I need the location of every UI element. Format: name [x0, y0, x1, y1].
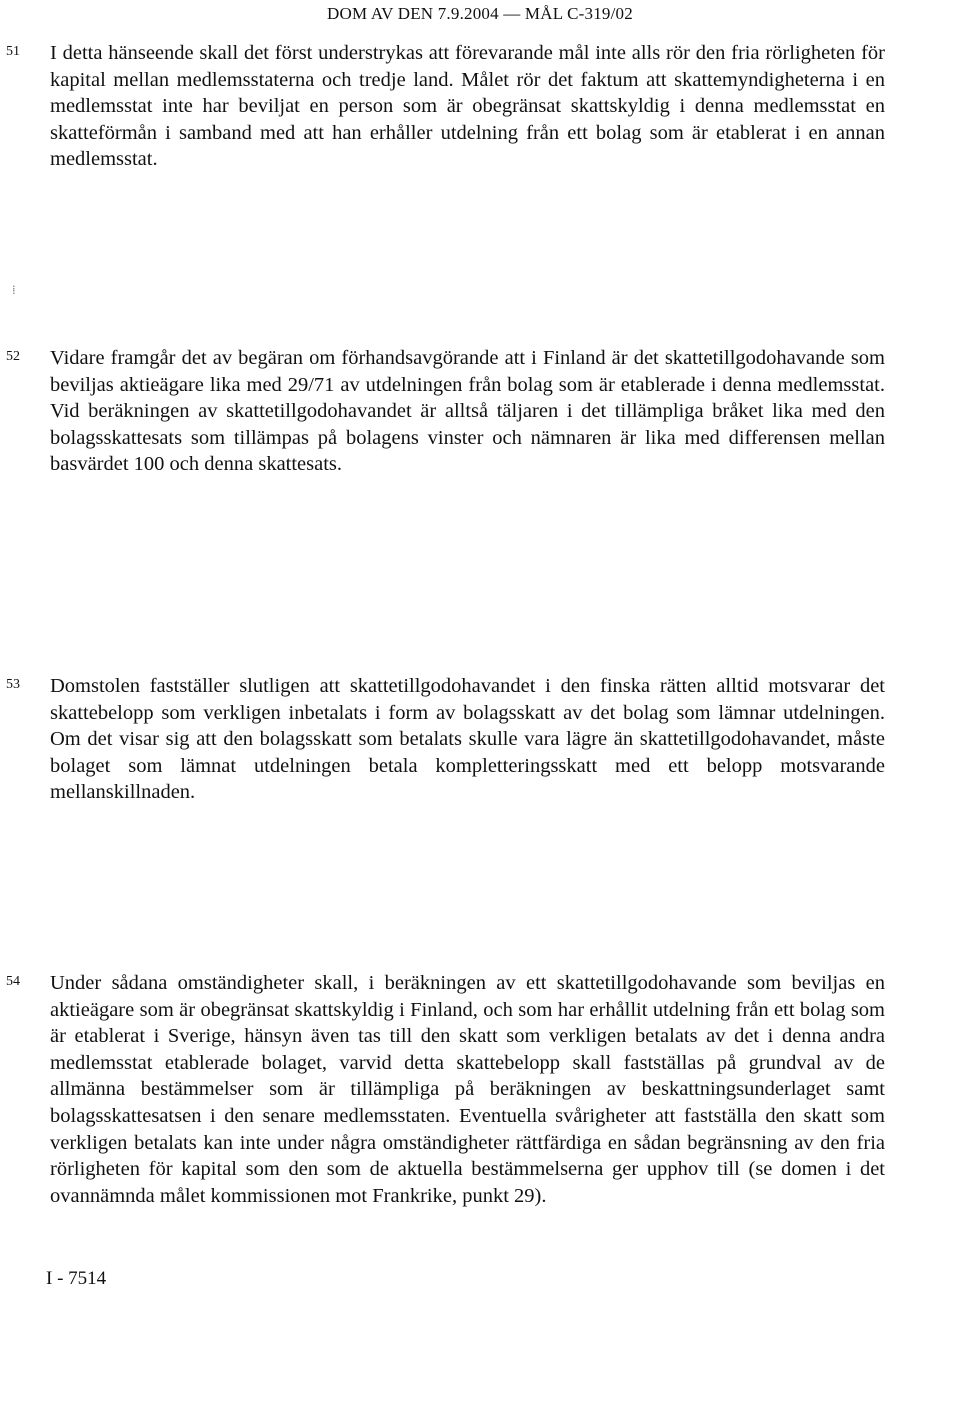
running-header: DOM AV DEN 7.9.2004 — MÅL C-319/02 [327, 4, 633, 23]
paragraph-text: Under sådana omständigheter skall, i beräkningen av ett skattetillgodohavande som beviljas en aktieägare som är obegränsat skattskyldig i Finland, och som har erhållit utdelning från ett bolag som är etablerat i Sverige, hänsyn även tas till den skatt som verkligen betalats av det i denna andra medlemsstat etablerade bolaget, varvid detta skattebelopp skall fastställas på grundval av de allmänna bestämmelser som är tillämpliga på beräkningen av beskattningsunderlaget samt bolagsskattesatsen i den senare medlemsstaten. Eventuella svårigheter att fastställa den skatt som verkligen betalats kan inte under några omständigheter rättfärdiga en sådan begränsning av den fria rörligheten för kapital som den som de aktuella bestämmelserna ger upphov till (se domen i det ovannämnda målet kommissionen mot Frankrike, punkt 29). [50, 972, 885, 1207]
paragraph-number: 52 [6, 349, 20, 364]
paragraph-text: Domstolen fastställer slutligen att skattetillgodohavandet i den finska rätten alltid motsvarar det skattebelopp som verkligen inbetalats i form av bolagsskatt av det bolag som lämnar utdelningen. Om det visar sig att den bolagsskatt som betalats skulle vara lägre än skattetillgodohavandet, måste bolaget som lämnat utdelningen betala kompletteringsskatt med ett belopp motsvarande mellanskillnaden. [50, 675, 885, 804]
paragraph-number: 54 [6, 974, 20, 989]
page-number: I - 7514 [46, 1268, 107, 1289]
paragraph-text: I detta hänseende skall det först understrykas att förevarande mål inte alls rör den fria rörligheten för kapital mellan medlemsstaterna och tredje land. Målet rör det faktum att skattemyndigheterna i en medlemsstat inte har beviljat en person som är obegränsat skattskyldig i denna medlemsstat en skatteförmån i samband med att han erhåller utdelning från ett bolag som är etablerat i en annan medlemsstat. [50, 42, 885, 171]
paragraph-text: Vidare framgår det av begäran om förhandsavgörande att i Finland är det skattetillgodohavande som beviljas aktieägare lika med 29/71 av utdelningen från bolag som är etablerade i denna medlemsstat. Vid beräkningen av skattetillgodohavandet är alltså täljaren i det tillämpliga bråket lika med den bolagsskattesats som tillämpas på bolagens vinster och nämnaren är lika med differensen mellan basvärdet 100 och denna skattesats. [50, 347, 885, 476]
scan-artifact-mark: ⁞ [12, 282, 16, 297]
paragraph-number: 53 [6, 677, 20, 692]
paragraph-number: 51 [6, 44, 20, 59]
